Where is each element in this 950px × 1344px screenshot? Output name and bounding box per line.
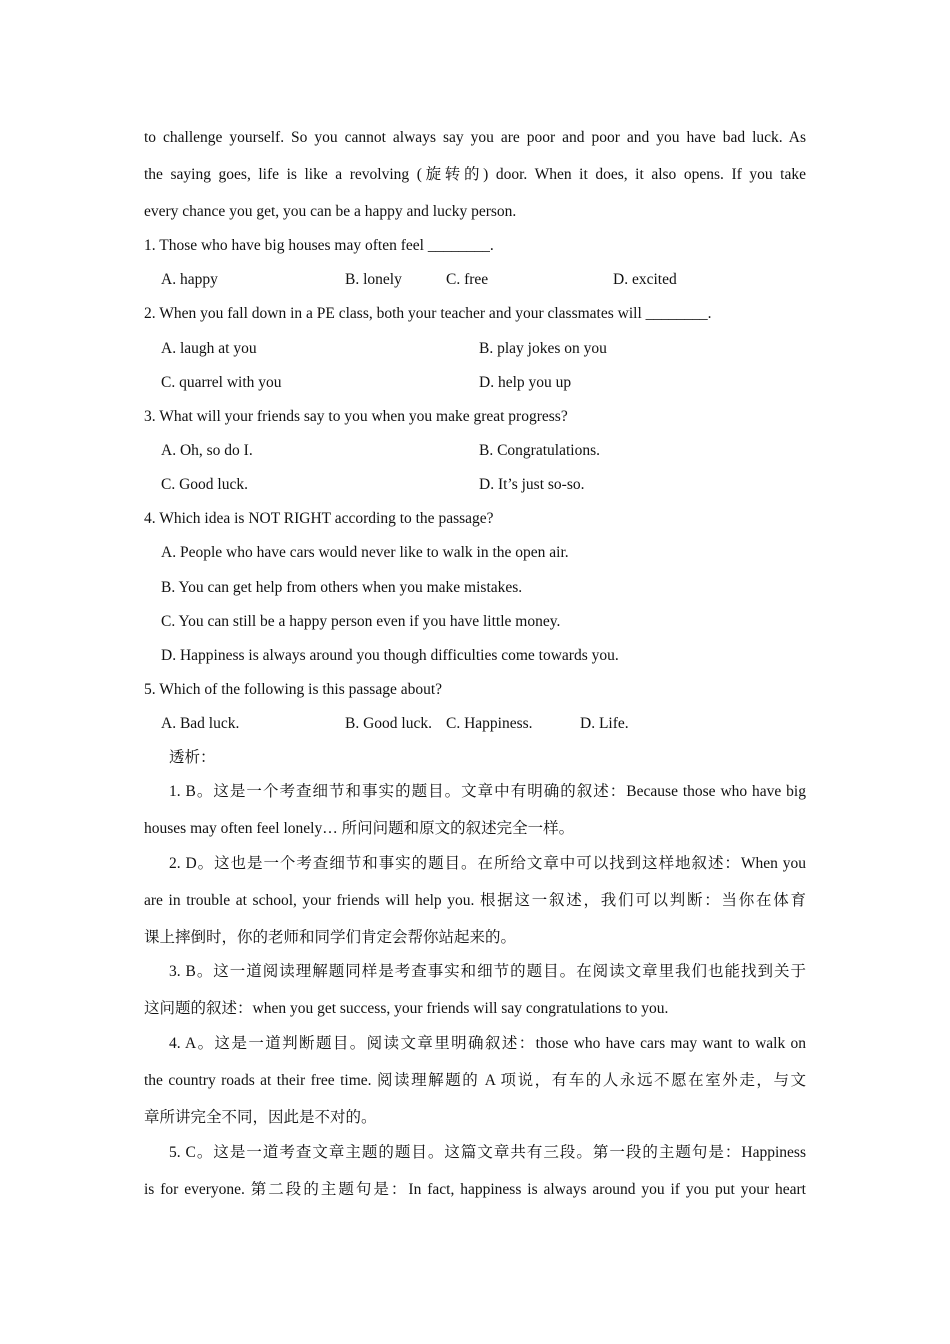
analysis-line: 这问题的叙述：when you get success, your friends will say congratulations to you. xyxy=(144,1000,669,1017)
analysis-line: is for everyone. 第二段的主题句是：In fact, happiness is always around you if you put your heart xyxy=(144,1181,806,1198)
question-3-option-a: A. Oh, so do I. xyxy=(161,442,253,459)
analysis-line: 章所讲完全不同，因此是不对的。 xyxy=(144,1109,377,1126)
passage-line: to challenge yourself. So you cannot always say you are poor and poor and you have bad luck. As xyxy=(144,129,806,146)
question-1-option-d: D. excited xyxy=(613,271,677,288)
question-3-option-c: C. Good luck. xyxy=(161,476,248,493)
question-1-option-a: A. happy xyxy=(161,271,218,288)
question-4-option-b: B. You can get help from others when you make mistakes. xyxy=(161,579,523,596)
question-4-option-d: D. Happiness is always around you though difficulties come towards you. xyxy=(161,647,619,664)
question-3-option-b: B. Congratulations. xyxy=(479,442,600,459)
question-1-option-b: B. lonely xyxy=(345,271,402,288)
question-2-option-a: A. laugh at you xyxy=(161,340,257,357)
question-5-option-b: B. Good luck. xyxy=(345,715,432,732)
question-1-option-c: C. free xyxy=(446,271,489,288)
question-5-option-d: D. Life. xyxy=(580,715,629,732)
analysis-line: 4. A。这是一道判断题目。阅读文章里明确叙述：those who have cars may want to walk on xyxy=(169,1035,806,1052)
analysis-line: 5. C。这是一道考查文章主题的题目。这篇文章共有三段。第一段的主题句是：Happiness xyxy=(169,1144,806,1161)
question-2-option-c: C. quarrel with you xyxy=(161,374,282,391)
question-2-option-d: D. help you up xyxy=(479,374,572,391)
analysis-line: 课上摔倒时，你的老师和同学们肯定会帮你站起来的。 xyxy=(144,929,517,946)
question-4-option-c: C. You can still be a happy person even if you have little money. xyxy=(161,613,561,630)
question-5-option-a: A. Bad luck. xyxy=(161,715,240,732)
analysis-line: the country roads at their free time. 阅读理解题的 A 项说，有车的人永远不愿在室外走，与文 xyxy=(144,1072,806,1089)
question-5-stem: 5. Which of the following is this passage about? xyxy=(144,681,443,698)
question-4-option-a: A. People who have cars would never like to walk in the open air. xyxy=(161,544,569,561)
question-4-stem: 4. Which idea is NOT RIGHT according to the passage? xyxy=(144,510,494,527)
passage-line: every chance you get, you can be a happy and lucky person. xyxy=(144,203,517,220)
analysis-line: 1. B。这是一个考查细节和事实的题目。文章中有明确的叙述：Because those who have big xyxy=(169,783,806,800)
question-5-option-c: C. Happiness. xyxy=(446,715,533,732)
question-3-option-d: D. It’s just so-so. xyxy=(479,476,585,493)
analysis-line: houses may often feel lonely… 所问问题和原文的叙述完全一样。 xyxy=(144,820,575,837)
analysis-line: 2. D。这也是一个考查细节和事实的题目。在所给文章中可以找到这样地叙述：When you xyxy=(169,855,806,872)
question-2-stem: 2. When you fall down in a PE class, both your teacher and your classmates will ________. xyxy=(144,305,712,322)
passage-line: the saying goes, life is like a revolving (旋转的) door. When it does, it also opens. If you take xyxy=(144,166,806,183)
analysis-line: are in trouble at school, your friends will help you. 根据这一叙述，我们可以判断：当你在体育 xyxy=(144,892,806,909)
analysis-line: 3. B。这一道阅读理解题同样是考查事实和细节的题目。在阅读文章里我们也能找到关于 xyxy=(169,963,806,980)
question-1-stem: 1. Those who have big houses may often feel ________. xyxy=(144,237,494,254)
question-2-option-b: B. play jokes on you xyxy=(479,340,607,357)
question-3-stem: 3. What will your friends say to you when you make great progress? xyxy=(144,408,568,425)
analysis-heading: 透析： xyxy=(169,749,216,766)
